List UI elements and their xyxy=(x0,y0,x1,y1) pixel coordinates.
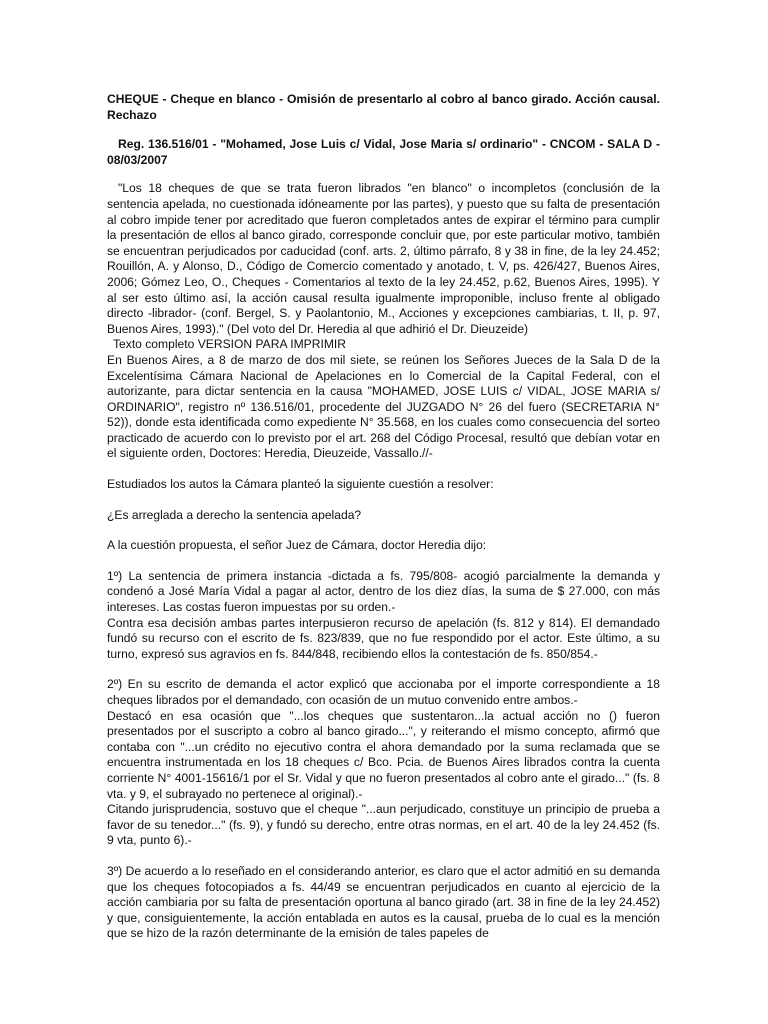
question-intro: Estudiados los autos la Cámara planteó la siguiente cuestión a resolver: xyxy=(107,477,494,492)
question-text: ¿Es arreglada a derecho la sentencia apelada? xyxy=(107,507,362,522)
paragraph-1a: 1º) La sentencia de primera instancia -dictada a fs. 795/808- acogió parcialmente la demanda y condenó a José María Vidal a pagar al actor, dentro de los diez días, la suma de $ 27.000, con más intereses. Las costas fueron impuestas por su orden.- xyxy=(107,568,660,615)
case-registration: Reg. 136.516/01 - "Mohamed, Jose Luis c/ Vidal, Jose Maria s/ ordinario" - CNCOM - SALA D - 08/03/2007 xyxy=(107,137,660,167)
document-page xyxy=(107,92,660,942)
paragraph-2a: 2º) En su escrito de demanda el actor explicó que accionaba por el importe correspondiente a 18 cheques librados por el demandado, con ocasión de un mutuo convenido entre ambos.- xyxy=(107,677,660,707)
print-version-link[interactable]: VERSION PARA IMPRIMIR xyxy=(197,337,347,352)
paragraph-3: 3º) De acuerdo a lo reseñado en el considerando anterior, es claro que el actor admitió en su demanda que los cheques fotocopiados a fs. 44/49 se encuentran perjudicados en cuanto al ejercicio de la acción cambiaria por su falta de presentación oportuna al banco girado (art. 38 in fine de la ley 24.452) y que, consiguientemente, la acción entablada en autos es la causal, prueba de lo cual es la mención que se hizo de la razón determinante de la emisión de tales papeles de xyxy=(107,863,660,941)
paragraph-1b: Contra esa decisión ambas partes interpusieron recurso de apelación (fs. 812 y 814). El demandado fundó su recurso con el escrito de fs. 823/839, que no fue respondido por el actor. Este último, a su turno, expresó sus agravios en fs. 844/848, recibiendo ellos la contestación de fs. 850/854.- xyxy=(107,615,660,661)
full-text-label: Texto completo xyxy=(113,337,195,352)
judge-intro: A la cuestión propuesta, el señor Juez de Cámara, doctor Heredia dijo: xyxy=(107,538,487,553)
paragraph-2c: Citando jurisprudencia, sostuvo que el cheque "...aun perjudicado, constituye un principio de prueba a favor de su tenedor..." (fs. 9), y fundó su derecho, entre otras normas, en el art. 40 de la ley 24.452 (fs. 9 vta, punto 6).- xyxy=(107,802,660,848)
document-title: CHEQUE - Cheque en blanco - Omisión de presentarlo al cobro al banco girado. Acción causal. Rechazo xyxy=(107,92,660,122)
case-summary-quote: "Los 18 cheques de que se trata fueron librados "en blanco" o incompletos (conclusión de la sentencia apelada, no cuestionada idóneamente por las partes), y puesto que su falta de presentación al cobro impide tener por acreditado que fueron completados antes de expirar el término para cumplir la presentación de ellos al banco girado, corresponde concluir que, por este particular motivo, también se encuentran perjudicados por caducidad (conf. arts. 2, último párrafo, 8 y 38 in fine, de la ley 24.452; Rouillón, A. y Alonso, D., Código de Comercio comentado y anotado, t. V, ps. 426/427, Buenos Aires, 2006; Gómez Leo, O., Cheques - Comentarios al texto de la ley 24.452, p.62, Buenos Aires, 1995). Y al ser esto último así, la acción causal resulta igualmente improponible, incluso frente al obligado directo -librador- (conf. Bergel, S. y Paolantonio, M., Acciones y excepciones cambiarias, t. II, p. 97, Buenos Aires, 1993)." (Del voto del Dr. Heredia al que adhirió el Dr. Dieuzeide) xyxy=(107,181,660,336)
full-text-line xyxy=(107,337,660,353)
intro-paragraph: En Buenos Aires, a 8 de marzo de dos mil siete, se reúnen los Señores Jueces de la Sala D de la Excelentísima Cámara Nacional de Apelaciones en lo Comercial de la Capital Federal, con el autorizante, para dictar sentencia en la causa "MOHAMED, JOSE LUIS c/ VIDAL, JOSE MARIA s/ ORDINARIO", registro nº 136.516/01, procedente del JUZGADO N° 26 del fuero (SECRETARIA N° 52)), donde esta identificada como expediente N° 35.568, en los cuales como consecuencia del sorteo practicado de acuerdo con lo previsto por el art. 268 del Código Procesal, resultó que debían votar en el siguiente orden, Doctores: Heredia, Dieuzeide, Vassallo.//- xyxy=(107,352,660,461)
paragraph-2b: Destacó en esa ocasión que "...los cheques que sustentaron...la actual acción no () fueron presentados por el suscripto a cobro al banco girado...", y reiterando el mismo concepto, afirmó que contaba con "...un crédito no ejecutivo contra el ahora demandado por la suma reclamada que se encuentra instrumentada en los 18 cheques c/ Bco. Pcia. de Buenos Aires librados contra la cuenta corriente N° 4001-15616/1 por el Sr. Vidal y que no fueron presentados al cobro ante el girado..." (fs. 8 vta. y 9, el subrayado no pertenece al original).- xyxy=(107,708,660,801)
